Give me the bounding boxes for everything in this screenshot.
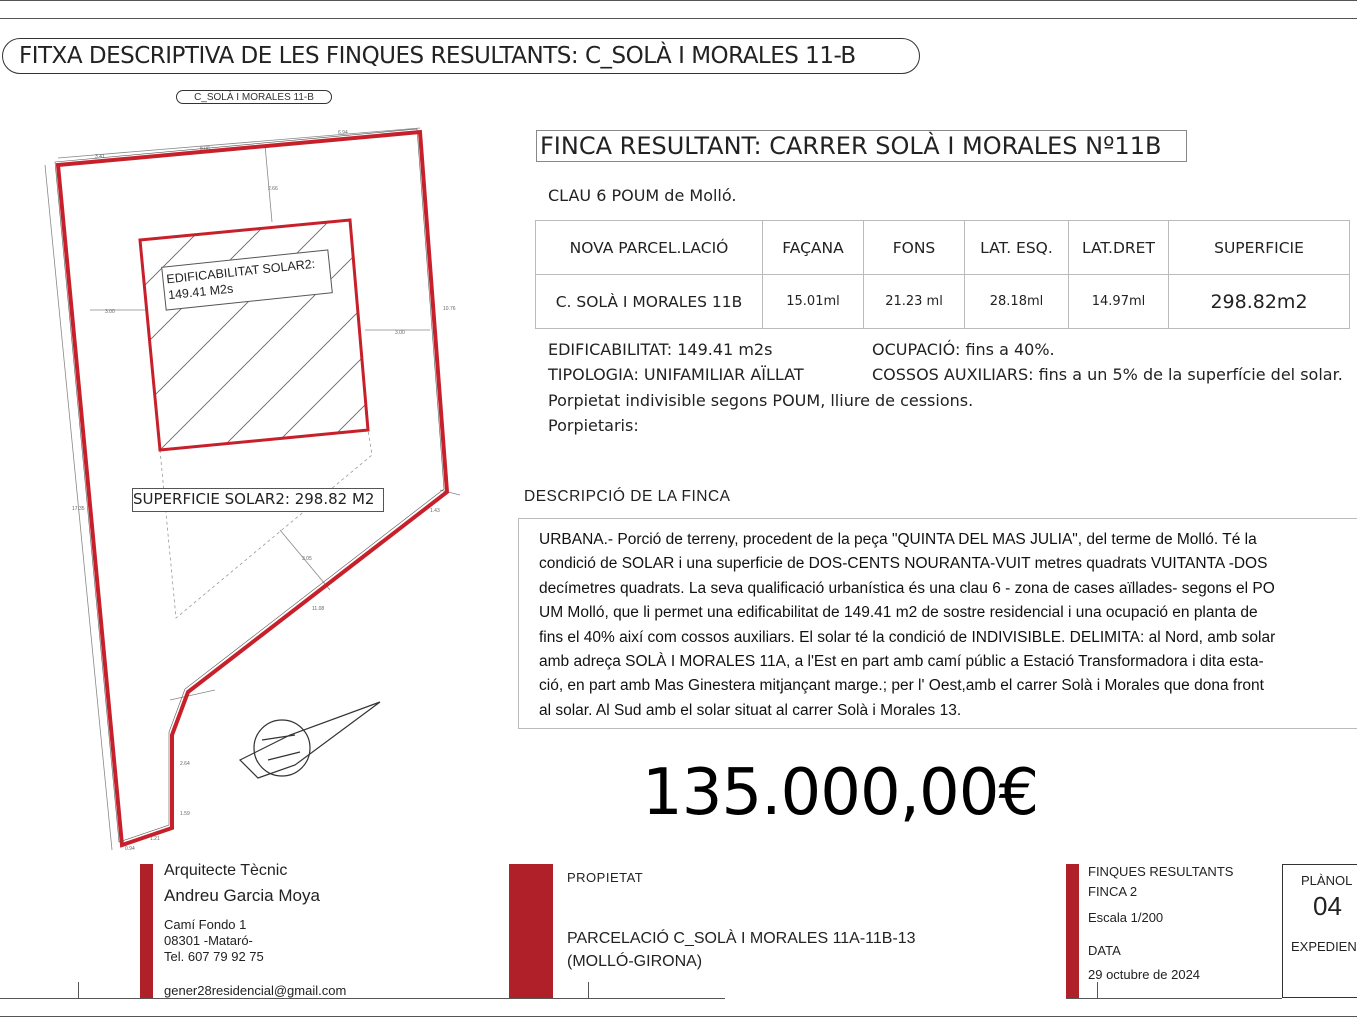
planol-box (1282, 864, 1357, 998)
descripcio-line: amb adreça SOLÀ I MORALES 11A, a l'Est en part amb camí públic a Estació Transformadora i dita esta- (539, 653, 1264, 671)
header-lat-esq: LAT. ESQ. (965, 221, 1069, 275)
address-line2: 08301 -Mataró- (164, 933, 253, 948)
svg-text:17.35: 17.35 (72, 506, 85, 512)
edificabilitat-plan-line2: 149.41 M2s (167, 281, 234, 303)
header-lat-dret: LAT.DRET (1069, 221, 1169, 275)
footer-bar-propietat (509, 864, 553, 998)
table-header-row (536, 221, 1350, 275)
footer-tick (588, 982, 589, 998)
planol-number: 04 (1313, 891, 1342, 921)
planol-label: PLÀNOL (1301, 873, 1353, 888)
finca-title: FINCA RESULTANT: CARRER SOLÀ I MORALES Nº11B (536, 130, 1187, 162)
header-superficie: SUPERFICIE (1169, 221, 1350, 275)
svg-text:2.66: 2.66 (268, 186, 278, 192)
descripcio-line: condició de SOLAR i una superficie de DOS-CENTS NOURANTA-VUIT metres quadrats VUITANTA -DOS (539, 555, 1268, 573)
descripcio-heading: DESCRIPCIÓ DE LA FINCA (524, 488, 731, 505)
footer-tick (1097, 982, 1098, 998)
descripcio-line: ció, en part amb Mas Ginestera mitjançant marge.; per l' Oest,amb el carrer Solà i Morales que dona front (539, 677, 1264, 695)
phone: Tel. 607 79 92 75 (164, 949, 264, 964)
project-line1: PARCELACIÓ C_SOLÀ I MORALES 11A-11B-13 (567, 930, 916, 947)
data-label: DATA (1088, 943, 1121, 958)
descripcio-line: al solar. Al Sud amb el solar situat al carrer Solà i Morales 13. (539, 701, 962, 719)
email-link[interactable]: gener28residencial@gmail.com (164, 983, 347, 998)
top-rule-short (0, 0, 1357, 1)
footer-bar-architect (140, 864, 153, 998)
architect-name: Andreu Garcia Moya (164, 886, 320, 905)
propietat-label: PROPIETAT (567, 870, 644, 885)
svg-text:3.00: 3.00 (395, 330, 405, 336)
edificabilitat-plan-line1: EDIFICABILITAT SOLAR2: (165, 256, 316, 287)
svg-text:3.41: 3.41 (95, 154, 105, 160)
svg-text:1.43: 1.43 (430, 508, 440, 514)
descripcio-line: UM Molló, que li permet una edificabilitat de 149.41 m2 de sostre residencial i una ocupació en planta de (539, 604, 1258, 622)
descripcio-box (518, 518, 1357, 729)
svg-text:1.59: 1.59 (180, 811, 190, 817)
svg-text:3.00: 3.00 (105, 309, 115, 315)
descripcio-line: decímetres quadrats. La seva qualificació urbanística és una clau 6 - zona de cases aïllades- segons el PO (539, 579, 1275, 597)
svg-text:11.08: 11.08 (312, 606, 325, 612)
svg-text:6.94: 6.94 (338, 130, 348, 136)
propietaris-text: Porpietaris: (548, 416, 639, 435)
table-row (536, 275, 1350, 329)
svg-text:10.76: 10.76 (443, 306, 456, 312)
cell-lat-dret: 14.97ml (1069, 275, 1169, 329)
data-value: 29 octubre de 2024 (1088, 967, 1201, 982)
edificabilitat-text: EDIFICABILITAT: 149.41 m2s (548, 340, 773, 359)
descripcio-line: fins el 40% així com cossos auxiliars. El solar té la condició de INDIVISIBLE. DELIMITA: al Nord, amb solar (539, 628, 1276, 646)
project-line2: (MOLLÓ-GIRONA) (567, 953, 703, 970)
footer-tick (0, 998, 725, 999)
descripcio-line: URBANA.- Porció de terreny, procedent de la peça "QUINTA DEL MAS JULIA", del terme de Molló. Té la (539, 531, 1257, 548)
svg-text:3.05: 3.05 (302, 556, 312, 562)
architect-title: Arquitecte Tècnic (164, 862, 288, 879)
top-rule (0, 18, 1357, 19)
expedient-label: EXPEDIEN (1291, 939, 1357, 954)
tipologia-text: TIPOLOGIA: UNIFAMILIAR AÏLLAT (548, 365, 804, 384)
cell-parcela: C. SOLÀ I MORALES 11B (536, 275, 763, 329)
header-nova-parcelacio: NOVA PARCEL.LACIÓ (536, 221, 763, 275)
svg-text:1.21: 1.21 (150, 836, 160, 842)
svg-text:8.06: 8.06 (200, 146, 210, 152)
cell-fons: 21.23 ml (864, 275, 965, 329)
plan-label: C_SOLÀ I MORALES 11-B (176, 90, 332, 104)
ocupacio-text: OCUPACIÓ: fins a 40%. (872, 340, 1055, 359)
header-fons: FONS (864, 221, 965, 275)
price: 135.000,00€ (642, 756, 1039, 830)
finques-label: FINQUES RESULTANTS (1088, 864, 1234, 879)
finca2-label: FINCA 2 (1088, 884, 1138, 899)
clau-text: CLAU 6 POUM de Molló. (548, 186, 737, 205)
footer-tick (78, 982, 79, 998)
propietat-text: Porpietat indivisible segons POUM, lliure de cessions. (548, 391, 974, 410)
footer-bar-finques (1066, 864, 1079, 998)
cell-superficie: 298.82m2 (1169, 275, 1350, 329)
escala-label: Escala 1/200 (1088, 910, 1164, 925)
footer-rule (0, 1016, 1357, 1017)
parcel-table (535, 220, 1350, 329)
page-title: FITXA DESCRIPTIVA DE LES FINQUES RESULTANTS: C_SOLÀ I MORALES 11-B (2, 38, 920, 74)
superficie-plan-label: SUPERFICIE SOLAR2: 298.82 M2 (132, 488, 384, 512)
site-plan-drawing (0, 110, 510, 860)
header-facana: FAÇANA (763, 221, 864, 275)
svg-text:0.94: 0.94 (125, 846, 135, 852)
address-line1: Camí Fondo 1 (164, 917, 247, 932)
cell-facana: 15.01ml (763, 275, 864, 329)
cossos-text: COSSOS AUXILIARS: fins a un 5% de la superfície del solar. (872, 365, 1343, 384)
svg-text:2.64: 2.64 (180, 761, 190, 767)
cell-lat-esq: 28.18ml (965, 275, 1069, 329)
footer-tick (1066, 998, 1282, 999)
